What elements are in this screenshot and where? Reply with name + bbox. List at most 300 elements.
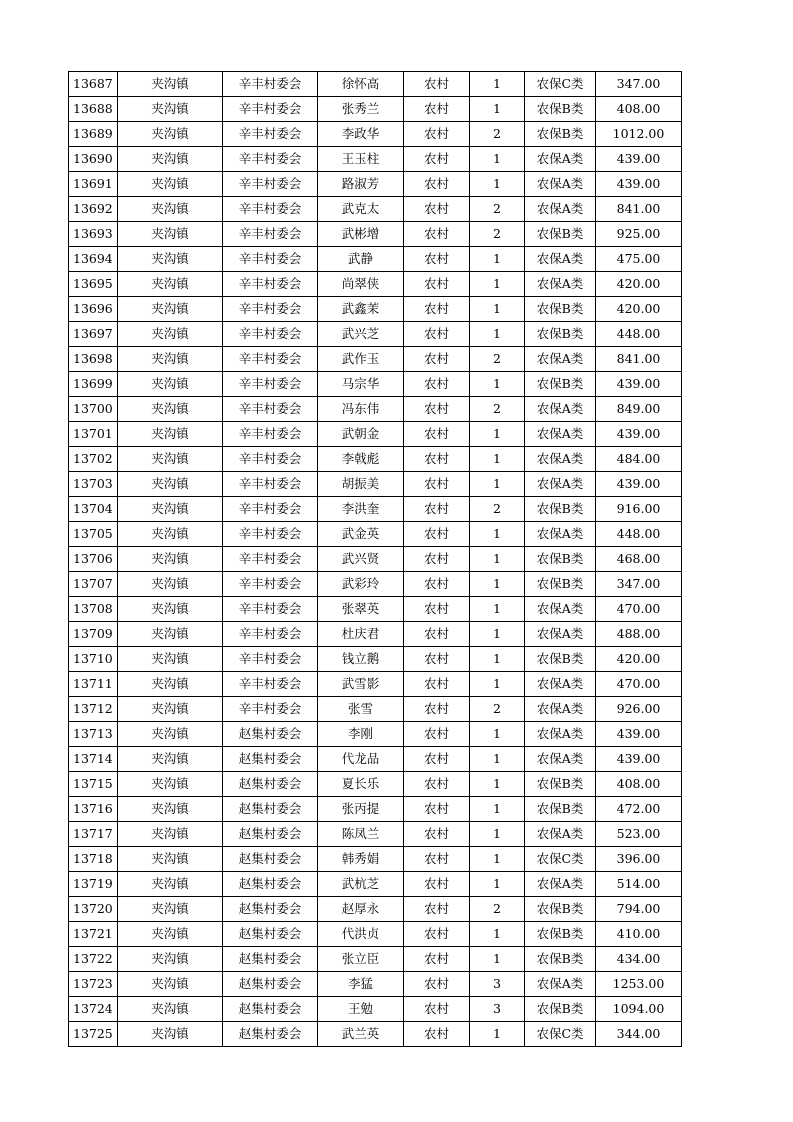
amount-cell: 926.00: [596, 697, 682, 722]
amount-cell: 439.00: [596, 172, 682, 197]
town-cell: 夹沟镇: [118, 372, 223, 397]
name-cell: 武彩玲: [318, 572, 404, 597]
town-cell: 夹沟镇: [118, 822, 223, 847]
member-count-cell: 1: [470, 547, 525, 572]
member-count-cell: 1: [470, 747, 525, 772]
name-cell: 陈凤兰: [318, 822, 404, 847]
village-committee-cell: 赵集村委会: [223, 822, 318, 847]
table-row: [69, 422, 682, 447]
town-cell: 夹沟镇: [118, 222, 223, 247]
name-cell: 代洪贞: [318, 922, 404, 947]
amount-cell: 408.00: [596, 97, 682, 122]
area-type-cell: 农村: [404, 122, 470, 147]
amount-cell: 484.00: [596, 447, 682, 472]
member-count-cell: 2: [470, 197, 525, 222]
amount-cell: 916.00: [596, 497, 682, 522]
town-cell: 夹沟镇: [118, 797, 223, 822]
member-count-cell: 1: [470, 97, 525, 122]
record-id-cell: 13698: [69, 347, 118, 372]
amount-cell: 408.00: [596, 772, 682, 797]
town-cell: 夹沟镇: [118, 772, 223, 797]
area-type-cell: 农村: [404, 547, 470, 572]
area-type-cell: 农村: [404, 797, 470, 822]
table-row: [69, 297, 682, 322]
category-cell: 农保B类: [525, 897, 596, 922]
table-row: [69, 997, 682, 1022]
name-cell: 李猛: [318, 972, 404, 997]
category-cell: 农保A类: [525, 347, 596, 372]
table-row: [69, 722, 682, 747]
member-count-cell: 2: [470, 697, 525, 722]
amount-cell: 439.00: [596, 372, 682, 397]
village-committee-cell: 辛丰村委会: [223, 447, 318, 472]
record-id-cell: 13717: [69, 822, 118, 847]
name-cell: 夏长乐: [318, 772, 404, 797]
record-id-cell: 13711: [69, 672, 118, 697]
member-count-cell: 1: [470, 322, 525, 347]
name-cell: 冯东伟: [318, 397, 404, 422]
town-cell: 夹沟镇: [118, 922, 223, 947]
town-cell: 夹沟镇: [118, 872, 223, 897]
village-committee-cell: 赵集村委会: [223, 1022, 318, 1047]
category-cell: 农保B类: [525, 647, 596, 672]
category-cell: 农保B类: [525, 122, 596, 147]
name-cell: 武兴贤: [318, 547, 404, 572]
record-id-cell: 13721: [69, 922, 118, 947]
name-cell: 武杭芝: [318, 872, 404, 897]
member-count-cell: 1: [470, 672, 525, 697]
record-id-cell: 13718: [69, 847, 118, 872]
town-cell: 夹沟镇: [118, 122, 223, 147]
record-id-cell: 13704: [69, 497, 118, 522]
member-count-cell: 1: [470, 947, 525, 972]
amount-cell: 794.00: [596, 897, 682, 922]
table-row: [69, 247, 682, 272]
table-body: [69, 72, 682, 1047]
table-row: [69, 347, 682, 372]
village-committee-cell: 赵集村委会: [223, 947, 318, 972]
member-count-cell: 2: [470, 397, 525, 422]
record-id-cell: 13723: [69, 972, 118, 997]
town-cell: 夹沟镇: [118, 147, 223, 172]
village-committee-cell: 赵集村委会: [223, 847, 318, 872]
town-cell: 夹沟镇: [118, 472, 223, 497]
name-cell: 张丙提: [318, 797, 404, 822]
member-count-cell: 2: [470, 497, 525, 522]
town-cell: 夹沟镇: [118, 247, 223, 272]
amount-cell: 468.00: [596, 547, 682, 572]
area-type-cell: 农村: [404, 722, 470, 747]
amount-cell: 434.00: [596, 947, 682, 972]
record-id-cell: 13715: [69, 772, 118, 797]
record-id-cell: 13705: [69, 522, 118, 547]
table-row: [69, 447, 682, 472]
record-id-cell: 13696: [69, 297, 118, 322]
table-row: [69, 272, 682, 297]
village-committee-cell: 辛丰村委会: [223, 572, 318, 597]
area-type-cell: 农村: [404, 597, 470, 622]
village-committee-cell: 辛丰村委会: [223, 197, 318, 222]
amount-cell: 448.00: [596, 522, 682, 547]
amount-cell: 344.00: [596, 1022, 682, 1047]
area-type-cell: 农村: [404, 1022, 470, 1047]
town-cell: 夹沟镇: [118, 172, 223, 197]
category-cell: 农保B类: [525, 97, 596, 122]
town-cell: 夹沟镇: [118, 447, 223, 472]
amount-cell: 488.00: [596, 622, 682, 647]
amount-cell: 410.00: [596, 922, 682, 947]
area-type-cell: 农村: [404, 322, 470, 347]
name-cell: 武雪影: [318, 672, 404, 697]
village-committee-cell: 辛丰村委会: [223, 347, 318, 372]
village-committee-cell: 辛丰村委会: [223, 97, 318, 122]
category-cell: 农保C类: [525, 847, 596, 872]
member-count-cell: 1: [470, 797, 525, 822]
record-id-cell: 13712: [69, 697, 118, 722]
amount-cell: 523.00: [596, 822, 682, 847]
category-cell: 农保A类: [525, 147, 596, 172]
area-type-cell: 农村: [404, 247, 470, 272]
village-committee-cell: 辛丰村委会: [223, 597, 318, 622]
amount-cell: 439.00: [596, 722, 682, 747]
category-cell: 农保C类: [525, 72, 596, 97]
table-row: [69, 172, 682, 197]
member-count-cell: 3: [470, 972, 525, 997]
name-cell: 李洪奎: [318, 497, 404, 522]
town-cell: 夹沟镇: [118, 947, 223, 972]
member-count-cell: 1: [470, 72, 525, 97]
member-count-cell: 1: [470, 647, 525, 672]
amount-cell: 420.00: [596, 272, 682, 297]
table-row: [69, 72, 682, 97]
area-type-cell: 农村: [404, 747, 470, 772]
record-id-cell: 13692: [69, 197, 118, 222]
village-committee-cell: 赵集村委会: [223, 972, 318, 997]
area-type-cell: 农村: [404, 422, 470, 447]
table-row: [69, 647, 682, 672]
category-cell: 农保A类: [525, 622, 596, 647]
amount-cell: 1012.00: [596, 122, 682, 147]
name-cell: 赵厚永: [318, 897, 404, 922]
category-cell: 农保A类: [525, 272, 596, 297]
member-count-cell: 1: [470, 472, 525, 497]
name-cell: 王玉柱: [318, 147, 404, 172]
amount-cell: 420.00: [596, 647, 682, 672]
name-cell: 徐怀高: [318, 72, 404, 97]
area-type-cell: 农村: [404, 697, 470, 722]
town-cell: 夹沟镇: [118, 672, 223, 697]
town-cell: 夹沟镇: [118, 597, 223, 622]
amount-cell: 841.00: [596, 347, 682, 372]
name-cell: 韩秀娟: [318, 847, 404, 872]
table-row: [69, 147, 682, 172]
category-cell: 农保A类: [525, 722, 596, 747]
name-cell: 武朝金: [318, 422, 404, 447]
category-cell: 农保B类: [525, 297, 596, 322]
amount-cell: 475.00: [596, 247, 682, 272]
town-cell: 夹沟镇: [118, 972, 223, 997]
area-type-cell: 农村: [404, 147, 470, 172]
record-id-cell: 13709: [69, 622, 118, 647]
amount-cell: 396.00: [596, 847, 682, 872]
amount-cell: 420.00: [596, 297, 682, 322]
town-cell: 夹沟镇: [118, 72, 223, 97]
town-cell: 夹沟镇: [118, 297, 223, 322]
record-id-cell: 13699: [69, 372, 118, 397]
table-row: [69, 522, 682, 547]
record-id-cell: 13700: [69, 397, 118, 422]
category-cell: 农保A类: [525, 747, 596, 772]
amount-cell: 472.00: [596, 797, 682, 822]
village-committee-cell: 辛丰村委会: [223, 272, 318, 297]
area-type-cell: 农村: [404, 972, 470, 997]
name-cell: 钱立鹅: [318, 647, 404, 672]
area-type-cell: 农村: [404, 847, 470, 872]
area-type-cell: 农村: [404, 472, 470, 497]
village-committee-cell: 赵集村委会: [223, 722, 318, 747]
table-row: [69, 622, 682, 647]
town-cell: 夹沟镇: [118, 347, 223, 372]
category-cell: 农保B类: [525, 797, 596, 822]
area-type-cell: 农村: [404, 897, 470, 922]
village-committee-cell: 辛丰村委会: [223, 372, 318, 397]
amount-cell: 347.00: [596, 572, 682, 597]
name-cell: 李戟彪: [318, 447, 404, 472]
table-row: [69, 772, 682, 797]
village-committee-cell: 辛丰村委会: [223, 247, 318, 272]
village-committee-cell: 赵集村委会: [223, 772, 318, 797]
record-id-cell: 13713: [69, 722, 118, 747]
member-count-cell: 1: [470, 622, 525, 647]
record-id-cell: 13707: [69, 572, 118, 597]
member-count-cell: 1: [470, 372, 525, 397]
table-row: [69, 1022, 682, 1047]
table-row: [69, 972, 682, 997]
member-count-cell: 1: [470, 247, 525, 272]
member-count-cell: 1: [470, 922, 525, 947]
area-type-cell: 农村: [404, 372, 470, 397]
town-cell: 夹沟镇: [118, 747, 223, 772]
member-count-cell: 1: [470, 422, 525, 447]
member-count-cell: 1: [470, 172, 525, 197]
category-cell: 农保B类: [525, 997, 596, 1022]
amount-cell: 470.00: [596, 672, 682, 697]
amount-cell: 439.00: [596, 147, 682, 172]
town-cell: 夹沟镇: [118, 547, 223, 572]
category-cell: 农保A类: [525, 447, 596, 472]
amount-cell: 841.00: [596, 197, 682, 222]
name-cell: 武兰英: [318, 1022, 404, 1047]
village-committee-cell: 辛丰村委会: [223, 397, 318, 422]
village-committee-cell: 辛丰村委会: [223, 172, 318, 197]
area-type-cell: 农村: [404, 197, 470, 222]
table-row: [69, 372, 682, 397]
category-cell: 农保A类: [525, 822, 596, 847]
name-cell: 马宗华: [318, 372, 404, 397]
town-cell: 夹沟镇: [118, 272, 223, 297]
category-cell: 农保B类: [525, 922, 596, 947]
name-cell: 武克太: [318, 197, 404, 222]
town-cell: 夹沟镇: [118, 897, 223, 922]
member-count-cell: 2: [470, 122, 525, 147]
village-committee-cell: 赵集村委会: [223, 897, 318, 922]
record-id-cell: 13694: [69, 247, 118, 272]
area-type-cell: 农村: [404, 997, 470, 1022]
town-cell: 夹沟镇: [118, 847, 223, 872]
record-id-cell: 13708: [69, 597, 118, 622]
record-id-cell: 13706: [69, 547, 118, 572]
member-count-cell: 2: [470, 222, 525, 247]
area-type-cell: 农村: [404, 347, 470, 372]
member-count-cell: 2: [470, 897, 525, 922]
category-cell: 农保B类: [525, 497, 596, 522]
name-cell: 武彬增: [318, 222, 404, 247]
amount-cell: 925.00: [596, 222, 682, 247]
area-type-cell: 农村: [404, 947, 470, 972]
village-committee-cell: 赵集村委会: [223, 872, 318, 897]
table-row: [69, 197, 682, 222]
category-cell: 农保B类: [525, 947, 596, 972]
category-cell: 农保A类: [525, 397, 596, 422]
name-cell: 张立臣: [318, 947, 404, 972]
town-cell: 夹沟镇: [118, 647, 223, 672]
member-count-cell: 1: [470, 572, 525, 597]
table-row: [69, 122, 682, 147]
category-cell: 农保A类: [525, 672, 596, 697]
area-type-cell: 农村: [404, 647, 470, 672]
amount-cell: 849.00: [596, 397, 682, 422]
village-committee-cell: 辛丰村委会: [223, 497, 318, 522]
table-row: [69, 672, 682, 697]
table-row: [69, 597, 682, 622]
area-type-cell: 农村: [404, 297, 470, 322]
member-count-cell: 1: [470, 772, 525, 797]
area-type-cell: 农村: [404, 97, 470, 122]
area-type-cell: 农村: [404, 822, 470, 847]
area-type-cell: 农村: [404, 497, 470, 522]
amount-cell: 514.00: [596, 872, 682, 897]
table-row: [69, 497, 682, 522]
record-id-cell: 13690: [69, 147, 118, 172]
category-cell: 农保B类: [525, 322, 596, 347]
record-id-cell: 13722: [69, 947, 118, 972]
area-type-cell: 农村: [404, 222, 470, 247]
village-committee-cell: 辛丰村委会: [223, 672, 318, 697]
category-cell: 农保B类: [525, 572, 596, 597]
record-id-cell: 13688: [69, 97, 118, 122]
village-committee-cell: 赵集村委会: [223, 922, 318, 947]
member-count-cell: 1: [470, 822, 525, 847]
record-id-cell: 13703: [69, 472, 118, 497]
name-cell: 武鑫茉: [318, 297, 404, 322]
village-committee-cell: 辛丰村委会: [223, 147, 318, 172]
name-cell: 胡振美: [318, 472, 404, 497]
record-id-cell: 13697: [69, 322, 118, 347]
member-count-cell: 1: [470, 447, 525, 472]
table-row: [69, 547, 682, 572]
table-row: [69, 947, 682, 972]
name-cell: 杜庆君: [318, 622, 404, 647]
record-id-cell: 13724: [69, 997, 118, 1022]
record-id-cell: 13714: [69, 747, 118, 772]
name-cell: 武金英: [318, 522, 404, 547]
data-table-sheet: [68, 71, 682, 1047]
record-id-cell: 13687: [69, 72, 118, 97]
category-cell: 农保A类: [525, 172, 596, 197]
amount-cell: 448.00: [596, 322, 682, 347]
member-count-cell: 1: [470, 272, 525, 297]
category-cell: 农保A类: [525, 597, 596, 622]
village-committee-cell: 辛丰村委会: [223, 647, 318, 672]
village-committee-cell: 辛丰村委会: [223, 122, 318, 147]
town-cell: 夹沟镇: [118, 497, 223, 522]
member-count-cell: 1: [470, 1022, 525, 1047]
member-count-cell: 1: [470, 847, 525, 872]
name-cell: 李政华: [318, 122, 404, 147]
table-row: [69, 697, 682, 722]
village-committee-cell: 辛丰村委会: [223, 697, 318, 722]
town-cell: 夹沟镇: [118, 397, 223, 422]
name-cell: 张翠英: [318, 597, 404, 622]
amount-cell: 439.00: [596, 422, 682, 447]
area-type-cell: 农村: [404, 272, 470, 297]
name-cell: 尚翠侠: [318, 272, 404, 297]
amount-cell: 1094.00: [596, 997, 682, 1022]
record-id-cell: 13702: [69, 447, 118, 472]
table-row: [69, 97, 682, 122]
area-type-cell: 农村: [404, 522, 470, 547]
area-type-cell: 农村: [404, 672, 470, 697]
name-cell: 武静: [318, 247, 404, 272]
town-cell: 夹沟镇: [118, 622, 223, 647]
name-cell: 武作玉: [318, 347, 404, 372]
village-committee-cell: 辛丰村委会: [223, 422, 318, 447]
category-cell: 农保A类: [525, 972, 596, 997]
member-count-cell: 1: [470, 872, 525, 897]
area-type-cell: 农村: [404, 922, 470, 947]
village-committee-cell: 辛丰村委会: [223, 72, 318, 97]
table-row: [69, 572, 682, 597]
name-cell: 路淑芳: [318, 172, 404, 197]
member-count-cell: 1: [470, 297, 525, 322]
town-cell: 夹沟镇: [118, 422, 223, 447]
category-cell: 农保A类: [525, 697, 596, 722]
village-committee-cell: 赵集村委会: [223, 797, 318, 822]
member-count-cell: 2: [470, 347, 525, 372]
category-cell: 农保B类: [525, 772, 596, 797]
category-cell: 农保A类: [525, 422, 596, 447]
town-cell: 夹沟镇: [118, 722, 223, 747]
area-type-cell: 农村: [404, 622, 470, 647]
amount-cell: 347.00: [596, 72, 682, 97]
category-cell: 农保A类: [525, 522, 596, 547]
category-cell: 农保B类: [525, 547, 596, 572]
village-committee-cell: 辛丰村委会: [223, 297, 318, 322]
record-id-cell: 13689: [69, 122, 118, 147]
record-id-cell: 13693: [69, 222, 118, 247]
village-committee-cell: 辛丰村委会: [223, 322, 318, 347]
category-cell: 农保A类: [525, 247, 596, 272]
record-id-cell: 13720: [69, 897, 118, 922]
amount-cell: 470.00: [596, 597, 682, 622]
name-cell: 张雪: [318, 697, 404, 722]
category-cell: 农保A类: [525, 472, 596, 497]
member-count-cell: 1: [470, 722, 525, 747]
area-type-cell: 农村: [404, 572, 470, 597]
area-type-cell: 农村: [404, 72, 470, 97]
record-id-cell: 13719: [69, 872, 118, 897]
name-cell: 张秀兰: [318, 97, 404, 122]
